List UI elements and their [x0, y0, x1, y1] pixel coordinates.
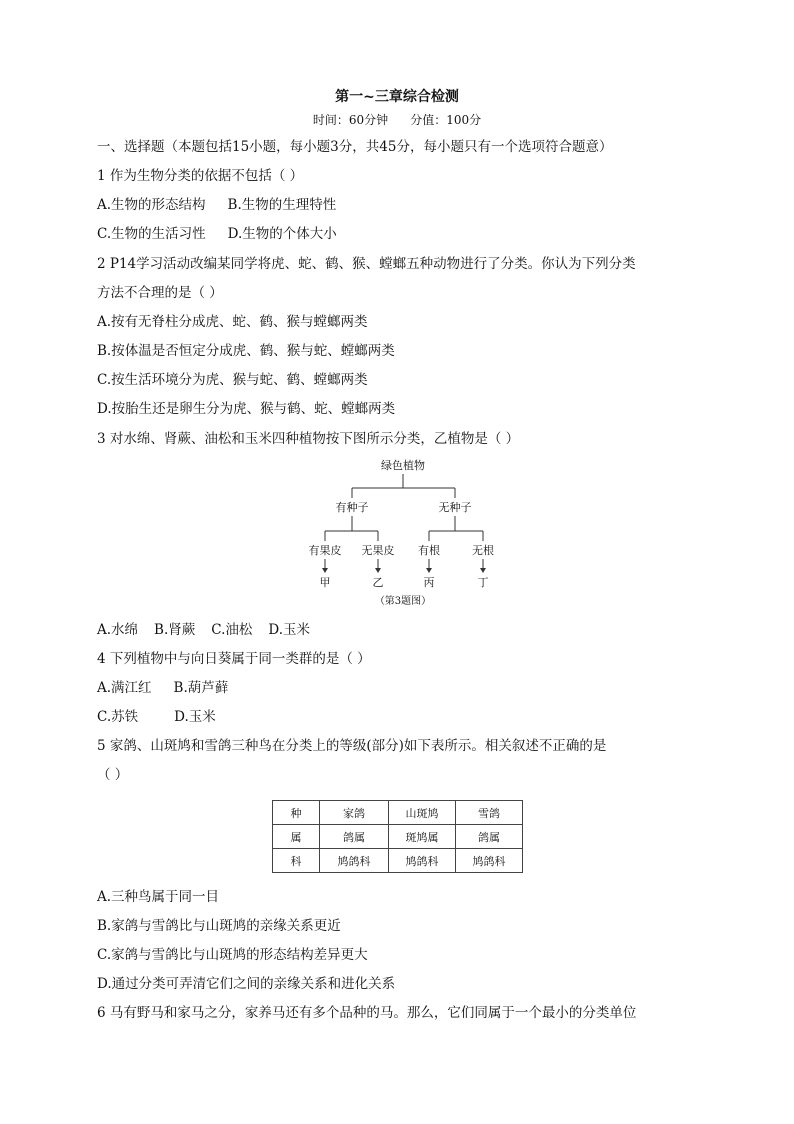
- question-4-stem: 4 下列植物中与向日葵属于同一类群的是（ ）: [97, 651, 371, 667]
- q2-option-a: A.按有无脊柱分成虎、蛇、鹤、猴与螳螂两类: [97, 314, 368, 330]
- section-heading: 一、选择题（本题包括15小题，每小题3分，共45分，每小题只有一个选项符合题意）: [97, 139, 613, 155]
- plant-classification-diagram: [295, 455, 525, 610]
- q2-option-c: C.按生活环境分为虎、猴与蛇、鹤、螳螂两类: [97, 372, 368, 388]
- question-5-stem-cont: （ ）: [97, 767, 129, 783]
- diagram-leaf-without-roots: 无根: [472, 544, 494, 557]
- table-cell: 种: [273, 801, 320, 825]
- table-cell: 家鸽: [320, 801, 389, 825]
- q3-option-a: A.水绵: [97, 622, 139, 638]
- diagram-node-with-seeds: 有种子: [335, 501, 369, 514]
- question-2-stem: 2 P14学习活动改编某同学将虎、蛇、鹤、猴、螳螂五种动物进行了分类。你认为下列分类: [97, 256, 636, 272]
- question-5-stem: 5 家鸽、山斑鸠和雪鸽三种鸟在分类上的等级(部分)如下表所示。相关叙述不正确的是: [97, 738, 607, 754]
- question-3-stem: 3 对水绵、肾蕨、油松和玉米四种植物按下图所示分类，乙植物是（ ）: [97, 431, 520, 447]
- question-4-options-row2: [97, 707, 707, 727]
- q5-option-a: A.三种鸟属于同一目: [97, 889, 220, 905]
- q3-option-d: D.玉米: [268, 622, 311, 638]
- page-title: 第一~三章综合检测: [335, 89, 459, 105]
- question-1-stem: 1 作为生物分类的依据不包括（ ）: [97, 168, 304, 184]
- q2-option-b: B.按体温是否恒定分成虎、鹤、猴与蛇、螳螂两类: [97, 343, 395, 359]
- q5-option-c: C.家鸽与雪鸽比与山斑鸠的形态结构差异更大: [97, 947, 368, 963]
- q4-option-c: C.苏铁: [97, 709, 139, 725]
- q4-option-b: B.葫芦藓: [173, 680, 229, 696]
- q2-option-d: D.按胎生还是卵生分为虎、猴与鹤、蛇、螳螂两类: [97, 401, 396, 417]
- table-cell: 山斑鸠: [389, 801, 456, 825]
- table-cell: 斑鸠属: [389, 825, 456, 849]
- table-cell: 科: [273, 849, 320, 873]
- table-cell: 鸠鸽科: [456, 849, 523, 873]
- question-1-options-row2: [97, 224, 707, 244]
- taxonomy-table: [272, 800, 523, 873]
- table-row: [273, 801, 523, 825]
- table-cell: 鸠鸽科: [320, 849, 389, 873]
- diagram-root: 绿色植物: [381, 459, 425, 472]
- q3-option-b: B.肾蕨: [154, 622, 196, 638]
- q5-option-b: B.家鸽与雪鸽比与山斑鸠的亲缘关系更近: [97, 918, 341, 934]
- q1-option-a: A.生物的形态结构: [97, 197, 206, 213]
- time-limit: 时间：60分钟: [312, 113, 389, 127]
- q1-option-d: D.生物的个体大小: [227, 226, 337, 242]
- total-score: 分值：100分: [410, 113, 482, 127]
- diagram-result-bing: 丙: [423, 576, 435, 589]
- diagram-result-ding: 丁: [477, 576, 489, 589]
- diagram-leaf-with-roots: 有根: [418, 544, 440, 557]
- question-3-options: [97, 620, 707, 640]
- q3-option-c: C.油松: [211, 622, 253, 638]
- table-cell: 鸠鸽科: [389, 849, 456, 873]
- table-row: [273, 825, 523, 849]
- table-cell: 属: [273, 825, 320, 849]
- q4-option-a: A.满江红: [97, 680, 152, 696]
- diagram-result-jia: 甲: [319, 576, 331, 589]
- table-row: [273, 849, 523, 873]
- q1-option-b: B.生物的生理特性: [227, 197, 337, 213]
- table-cell: 鸽属: [456, 825, 523, 849]
- diagram-leaf-with-pericarp: 有果皮: [308, 544, 342, 557]
- diagram-result-yi: 乙: [372, 576, 384, 589]
- table-cell: 雪鸽: [456, 801, 523, 825]
- q4-option-d: D.玉米: [174, 709, 216, 725]
- diagram-caption: （第3题图）: [374, 596, 432, 607]
- q1-option-c: C.生物的生活习性: [97, 226, 206, 242]
- q5-option-d: D.通过分类可弄清它们之间的亲缘关系和进化关系: [97, 976, 396, 992]
- question-6-stem: 6 马有野马和家马之分，家养马还有多个品种的马。那么，它们同属于一个最小的分类单位: [97, 1005, 637, 1021]
- exam-meta: [0, 111, 794, 128]
- diagram-node-without-seeds: 无种子: [438, 501, 472, 514]
- question-2-stem-cont: 方法不合理的是（ ）: [97, 285, 223, 301]
- question-1-options-row1: [97, 195, 707, 215]
- table-cell: 鸽属: [320, 825, 389, 849]
- question-4-options-row1: [97, 678, 707, 698]
- diagram-leaf-without-pericarp: 无果皮: [361, 544, 395, 557]
